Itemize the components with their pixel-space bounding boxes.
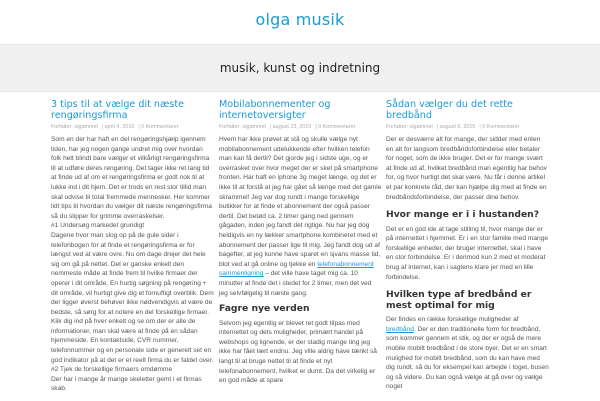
post-author: Forfatter: olgammel: [51, 124, 98, 130]
post-body: [386, 135, 549, 392]
post-subheading: Hvor mange er i i hustanden?: [386, 209, 540, 221]
post-body: [51, 135, 214, 394]
post-meta: Forfatter: olgammel | april 4, 2016 | 0 Kommentarer: [51, 124, 179, 130]
paragraph-text: . Der er den traditionelle form for bredbånd, som kommer gennem et stik, og der er også de mere mobile mobilt bredbånd i de store byer. Det er en smart mulighed for mobilt bredbånd, som du kan have med dig rundt, så du for eksempel kan arbejde i toget, busen og så videre. Du kan også vælge at gå over og vælge noget: [386, 325, 549, 391]
post-subheading: Fagre nye verden: [219, 303, 310, 315]
post-subheading: Hvilken type af bredbånd er mest optimal for mig: [386, 289, 532, 311]
post-comments: 0 Kommentarer: [141, 124, 179, 130]
post-title-link[interactable]: Sådan vælger du det rette bredbånd: [386, 99, 513, 121]
paragraph-text: Der findes en række forskellige muligheder af: [386, 316, 519, 324]
site-header: [0, 0, 600, 44]
post-paragraph: Selvom jeg egentlig er blevet ret godt tilpas med internettet og dets muligheder, primært handel på webshops og lignende, er der stadig mange ting jeg ikke har fået lært endnu. Jeg ville aldrig have tænkt så langt til at bruge nettet til at finde et nyt telefonabonnement, hvilket er dumt. Da det virkelig er en god måde at spare: [219, 319, 377, 385]
post-meta: Forfatter: olgammel | august 6, 2015 | 0 Kommentarer: [386, 124, 520, 130]
post-card: [51, 100, 214, 394]
inline-link-bredband[interactable]: bredbånd: [386, 325, 414, 333]
post-title-link[interactable]: 3 tips til at vælge dit næste rengøringsfirma: [51, 99, 185, 121]
post-paragraph: [386, 315, 549, 392]
post-paragraph: #1 Undersøg markedet grundigt: [51, 222, 145, 230]
post-date: august 6, 2015: [439, 124, 476, 130]
post-paragraph: Som en der har haft en del rengøringshjælp igennem tiden, har jeg nogen gange undret mig over hvordan folk helt blindt bare vælger et vilkårligt rengøringsfirma til at udføre deres rengøring. Det tager ikke ret lang tid at finde ud af om et rengøringsfirma er godt nok til at lukke ind i dit hjem. Det er trods en rest stor tillid man skal udvise til total fremmede mennesker. Her kommer lidt tips til hvordan du vælger dit næste rengøringsfirma så du slipper for grimme overraskelser.: [51, 136, 212, 220]
post-date: august 23, 2015: [272, 124, 312, 130]
post-author: Forfatter: olgammel: [386, 124, 433, 130]
post-comments: 0 Kommentarer: [482, 124, 520, 130]
post-grid: [0, 92, 600, 401]
paragraph-text: – det ville have taget mig ca. 10 minutter at finde det i stedet for 2 timer, men det ved jeg selvfølgelig til næste gang.: [219, 270, 372, 297]
post-author: Forfatter: olgammel: [219, 124, 266, 130]
post-comments: 0 Kommentarer: [318, 124, 356, 130]
post-card: [386, 100, 549, 392]
post-paragraph: Det er en god ide at tage stilling til, hvor mange der er på internettet i hjemmet. Er i en stor familie med mange forskellige enheder, der bruger internettet, skal i have en stor forbindelse. Er i derimod kun 2 med et moderat brug af internet, kan i sagtens klare jer med en lille forbindelse.: [386, 225, 548, 281]
post-meta: Forfatter: olgammel | august 23, 2015 | 0 Kommentarer: [219, 124, 356, 130]
inline-link-telefonabonnement[interactable]: telefonabonnement sammenligning: [219, 260, 374, 278]
paragraph-text: Hvem har ikke prøvet at stå og skulle vælge nyt mobilabonnement udelukkende efter hvilken telefon man kan få dertil? Det gjorde jeg i sidste uge, og er overrasket over hvor meget der er sket på smartphone fronten. Har haft en iphone 3g meget længe, og det er ikke til at forstå at jeg har gået så længe med det gamle skrammel! Jeg var dog rundt i mange forskellige butikker for at finde et abonnement der også passer dertil. Det betød ca. 2 timer gang ned gennem gågaden, inden jeg fandt det rigtige. Nu har jeg dog heldigvis en ny lækker smartphone kombineret med et abonnement der passer lige til mig. Jeg fandt dog ud af bagefter, at jeg kunne have sparet en sjvans masse tid, blot ved at gå online og tjekke en: [219, 136, 382, 268]
tagline-text: musik, kunst og indretning: [219, 61, 381, 75]
post-title-link[interactable]: Mobilabonnementer og internetoversigter: [219, 99, 331, 121]
post-paragraph: #2 Tjek de forskellige firmaers omdømme: [51, 366, 173, 374]
post-paragraph: Der har i mange år mange skeletter gemt i et firmas skab.: [51, 375, 202, 393]
post-date: april 4, 2016: [104, 124, 135, 130]
post-paragraph: Dagene hvor man slog op på de gule sider i telefonbogen for at finde et rengøringsfirma er for længst ved at være ovre. Nu om dage drejer det hele sig om gå på nettet. Det er ganske enkelt den nemmeste måde at finde frem til hvilke firmaer der operer i dit område. En hurtig søgning på rengøring + dit område, vil hurtigt give dig et fornuftigt overblik. Dem der ligger øverst behøver ikke nødvendigvis at være de bedste, så sørg for at notere en del forskellige firmaer. Klik dig ind på hver enkelt og se om der er alle de informationer, man skal være at finde på en sådan hjemmeside. En kontaktside, CVR nummer, telefonnummer og en personale side er generelt set en god indikator på at det er et reelt firma du er faldet over.: [51, 231, 214, 364]
post-body: [219, 135, 382, 386]
post-paragraph: [219, 135, 382, 298]
tagline-banner: [0, 44, 600, 92]
post-paragraph: Der er desværre alt for mange, der sidder med enten en alt for langsom bredbåndsforbindelse eller betaler for noget, som de ikke bruger. Det er for mange svært at finde ud af, hvilket bredbånd man egentlig har behov for, og hvor hurtigt det skal være. Nu får i denne artikel et par konkrete råd, der kan hjælpe dig med at finde en bredbåndsforbindelse, der passer dine behov.: [386, 136, 547, 201]
site-title-link[interactable]: olga musik: [255, 10, 345, 29]
post-card: [219, 100, 382, 386]
